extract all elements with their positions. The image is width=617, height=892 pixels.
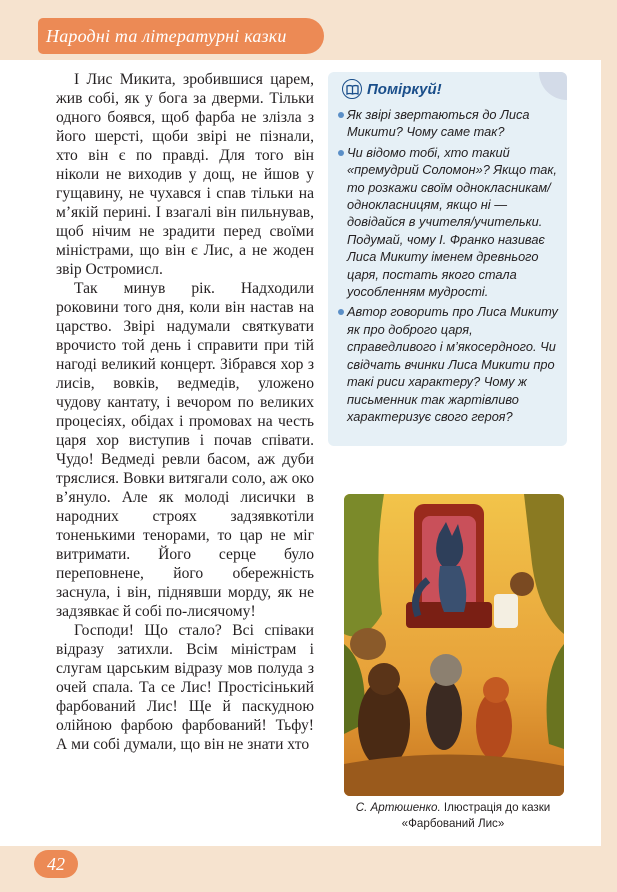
page-number: 42 [34, 850, 78, 878]
story-text [56, 70, 314, 754]
question-text: Чи відомо тобі, хто такий «премудрий Соломон»? Якщо так, то розкажи своїм однокласникам/однокласницям, якщо ні — довідайся в учителя/учительки. Подумай, чому І. Франко називає Лиса Микиту іменем древнього царя, постать якого стала уособленням мудрості. [347, 144, 557, 300]
page-frame-right [601, 0, 617, 892]
page-frame-bottom [0, 846, 617, 892]
think-box-title: Поміркуй! [367, 80, 442, 98]
section-header [38, 18, 324, 54]
question-text: Як звірі звертаються до Лиса Микити? Чому саме так? [347, 107, 530, 140]
question-item [338, 106, 562, 141]
question-list [338, 106, 562, 428]
story-illustration [344, 494, 564, 796]
question-text: Автор говорить про Лиса Микиту як про доброго царя, справедливого і м’якосердного. Чи свідчать вчинки Лиса Микити про такі риси характеру? Чому ж письменник так жартівливо характеризує свого героя? [347, 304, 558, 424]
story-paragraph: Господи! Що стало? Всі співаки відразу затихли. Всім міністрам і слугам царським відразу мов полуда з очей спала. Та се Лис! Простісінький фарбований Лис! Ще й паскудною олійною фарбою фарбований! Тьфу! А ми собі думали, що він не знати хто [56, 622, 314, 753]
question-item [338, 144, 562, 301]
caption-author: С. Артюшенко. [355, 801, 441, 814]
think-box-corner [539, 72, 567, 100]
bullet-icon [338, 150, 344, 156]
book-icon [342, 79, 362, 99]
think-box [328, 72, 567, 446]
caption-text: Ілюстрація до казки «Фарбований Лис» [401, 801, 551, 830]
think-box-header [342, 79, 442, 99]
story-paragraph: І Лис Микита, зробившися царем, жив собі, як у бога за дверми. Тільки одного боявся, щоб фарба не злізла з його шерсті, щоби звірі не пізнали, хто він є по правді. Для того він ніколи не виходив у дощ, не йшов у гущавину, не чухався і спав тільки на м’якій перині. І взагалі він пильнував, щоб нічим не зрадити перед своїми міністрами, що він є Лис, а не жоден звір Остромисл. [56, 71, 314, 278]
bullet-icon [338, 112, 344, 118]
bullet-icon [338, 309, 344, 315]
story-paragraph: Так минув рік. Надходили роковини того дня, коли він настав на царство. Звірі надумали святкувати врочисто той день і справити при тій нагоді великий концерт. Зібрався хор з лисів, вовків, ведмедів, уложено чудову кантату, і вечором по великих процесіях, обідах і промовах на честь царя хор виступив і почав співати. Чудо! Ведмеді ревли басом, аж дуби тряслися. Вовки витягали соло, аж око в’януло. Але як молоді лисички в народних строях задзявкотіли тоненькими тенорами, то цар не міг витримати. Його серце було переповнене, його обережність заснула, і він, піднявши морду, як не задзявкає й собі по-лисячому! [56, 280, 314, 620]
question-item [338, 303, 562, 425]
section-title: Народні та літературні казки [46, 25, 287, 46]
illustration-caption [330, 800, 576, 832]
